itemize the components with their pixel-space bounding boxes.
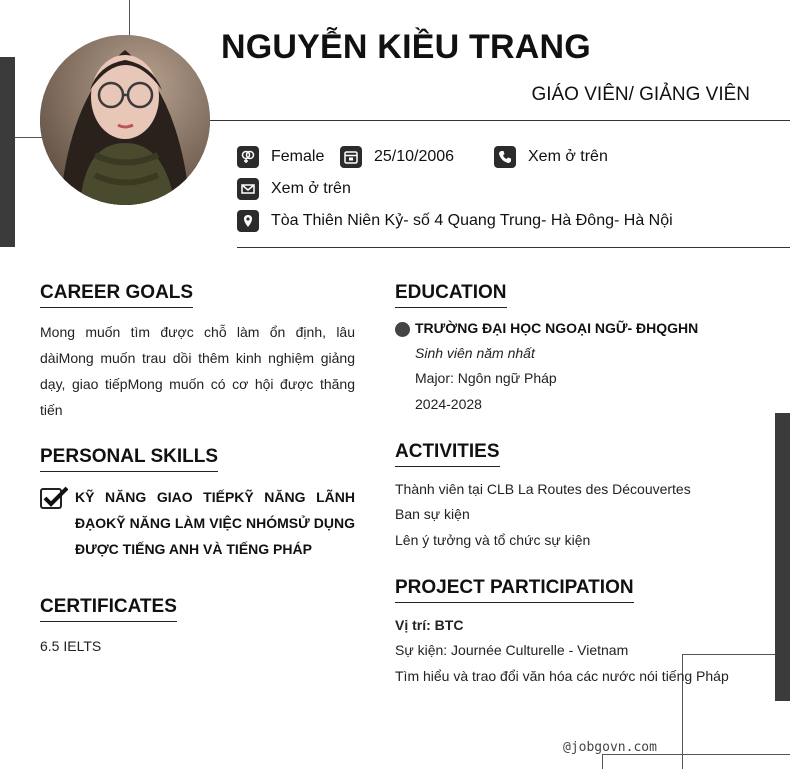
certificate-item: 6.5 IELTS xyxy=(40,638,102,654)
education-status: Sinh viên năm nhất xyxy=(415,345,535,361)
decor-line xyxy=(15,137,45,138)
avatar xyxy=(40,35,210,205)
education-title: EDUCATION xyxy=(395,282,507,308)
phone-icon xyxy=(494,146,516,168)
address-value: Tòa Thiên Niên Kỷ- số 4 Quang Trung- Hà Đông- Hà Nội xyxy=(271,212,673,229)
project-participation-title: PROJECT PARTICIPATION xyxy=(395,577,634,603)
decor-line xyxy=(602,754,603,769)
birthday-row xyxy=(340,146,454,168)
watermark: @jobgovn.com xyxy=(563,740,657,755)
address-row xyxy=(237,210,673,232)
checkbox-icon xyxy=(40,486,68,510)
email-value: Xem ở trên xyxy=(271,180,351,197)
decor-line xyxy=(682,654,775,655)
location-icon xyxy=(237,210,259,232)
email-icon xyxy=(237,178,259,200)
activity-item: Lên ý tưởng và tổ chức sự kiện xyxy=(395,532,591,548)
decor-line xyxy=(129,0,130,40)
decor-bar-right xyxy=(775,413,790,701)
career-goals-title: CAREER GOALS xyxy=(40,282,193,308)
project-role: Vị trí: BTC xyxy=(395,617,464,633)
decor-bar-left xyxy=(0,57,15,247)
email-row xyxy=(237,178,351,200)
activity-item: Thành viên tại CLB La Routes des Découvertes xyxy=(395,481,691,497)
contact-divider xyxy=(237,247,790,248)
personal-skills-title: PERSONAL SKILLS xyxy=(40,446,218,472)
activity-item: Ban sự kiện xyxy=(395,506,470,522)
candidate-name: NGUYỄN KIỀU TRANG xyxy=(221,28,591,66)
project-description: Tìm hiểu và trao đổi văn hóa các nước nói tiếng Pháp xyxy=(395,668,729,684)
education-major: Major: Ngôn ngữ Pháp xyxy=(415,370,557,386)
project-event: Sự kiện: Journée Culturelle - Vietnam xyxy=(395,642,629,658)
header-divider xyxy=(210,120,790,121)
education-years: 2024-2028 xyxy=(415,396,482,412)
certificates-title: CERTIFICATES xyxy=(40,596,177,622)
gender-row xyxy=(237,146,324,168)
birthday-value: 25/10/2006 xyxy=(374,148,455,165)
calendar-icon xyxy=(340,146,362,168)
gender-icon xyxy=(237,146,259,168)
education-bullet xyxy=(395,322,410,337)
job-position: GIÁO VIÊN/ GIẢNG VIÊN xyxy=(531,84,750,105)
personal-skills-text: KỸ NĂNG GIAO TIẾPKỸ NĂNG LÃNH ĐẠOKỸ NĂNG LÀM VIỆC NHÓMSỬ DỤNG ĐƯỢC TIẾNG ANH VÀ TIẾNG PHÁP xyxy=(75,489,355,557)
activities-title: ACTIVITIES xyxy=(395,441,500,467)
phone-row xyxy=(494,146,608,168)
gender-value: Female xyxy=(271,148,325,165)
phone-value: Xem ở trên xyxy=(528,148,608,165)
education-school: TRƯỜNG ĐẠI HỌC NGOẠI NGỮ- ĐHQGHN xyxy=(415,320,699,336)
career-goals-text: Mong muốn tìm được chỗ làm ổn định, lâu dàiMong muốn trau dồi thêm kinh nghiệm giảng dạy, giao tiếpMong muốn có cơ hội được thăng tiến xyxy=(40,324,355,418)
